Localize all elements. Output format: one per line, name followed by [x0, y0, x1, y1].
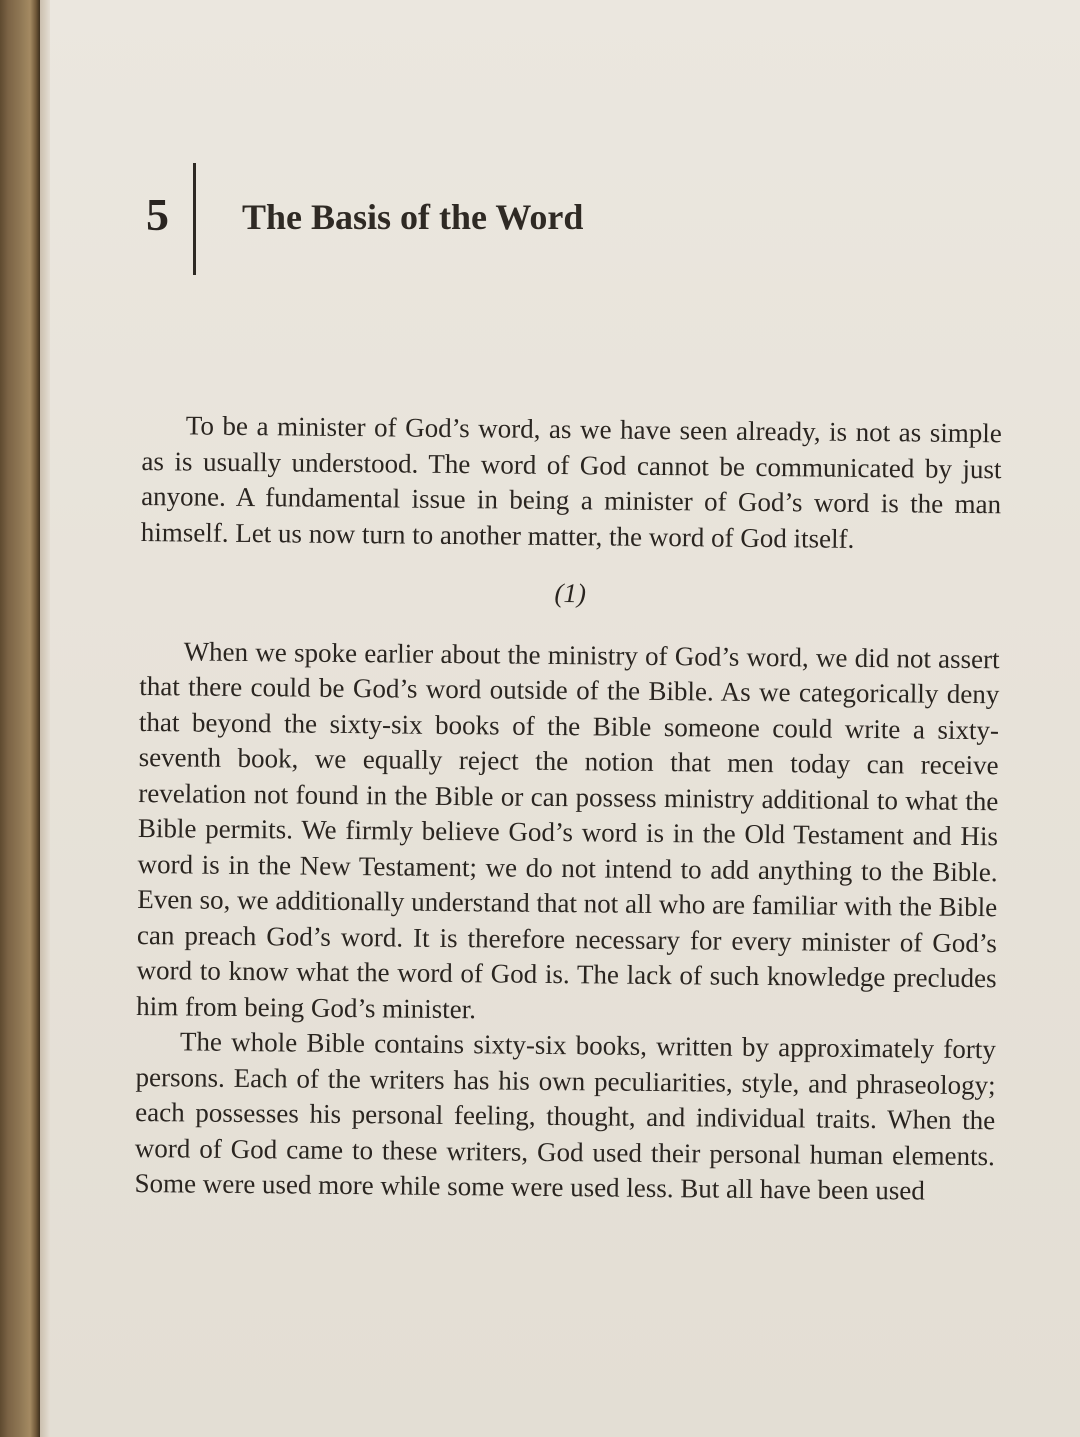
chapter-number: 5 — [146, 189, 169, 240]
chapter-title: The Basis of the Word — [242, 197, 584, 237]
body-text — [134, 408, 1002, 1210]
section-marker: (1) — [554, 577, 587, 609]
book-binding — [0, 0, 40, 1437]
paragraph-intro: To be a minister of God’s word, as we have seen already, is not as simple as is usually understood. The word of God cannot be communicated by just anyone. A fundamental issue in being a minister of God’s word is the man himself. Let us now turn to another matter, the word of God itself. — [140, 410, 1002, 554]
page-edge — [40, 0, 50, 1437]
chapter-divider-rule — [193, 163, 196, 275]
paragraph-bible-writers: The whole Bible contains sixty-six books, written by approximately forty persons. Each of the writers has his own peculiarities, style, and phraseology; each possesses his personal feeling, thought, and individual traits. When the word of God came to these writers, God used their personal human elements. Some were used more while some were used less. But all have been used — [134, 1026, 997, 1206]
paragraph-ministry: When we spoke earlier about the ministry of God’s word, we did not assert that there could be God’s word outside of the Bible. As we categorically deny that beyond the sixty-six books of the Bible someone could write a sixty-seventh book, we equally reject the notion that men today can receive revelation not found in the Bible or can possess ministry additional to what the Bible permits. We firmly believe God’s word is in the Old Testament and His word is in the New Testament; we do not intend to add anything to the Bible. Even so, we additionally understand that not all who are familiar with the Bible can preach God’s word. It is therefore necessary for every minister of God’s word to know what the word of God is. The lack of such knowledge precludes him from being God’s minister. — [136, 635, 1000, 1024]
